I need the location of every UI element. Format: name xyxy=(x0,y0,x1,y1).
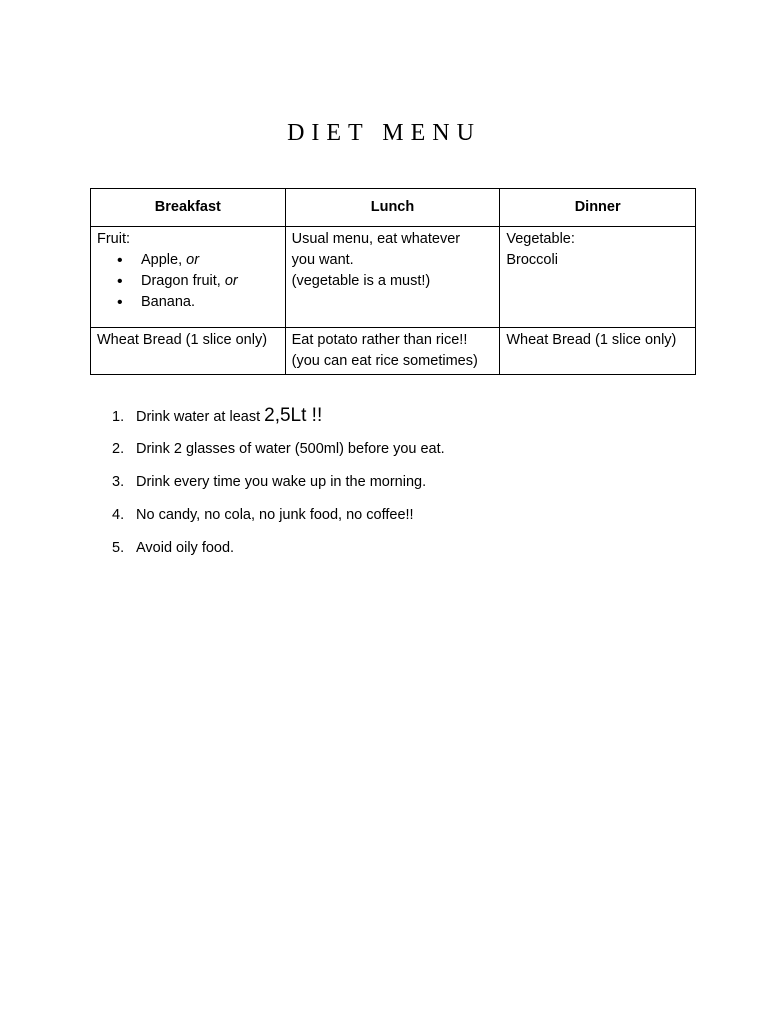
table-header-row xyxy=(91,189,696,227)
list-number: 5. xyxy=(112,540,125,556)
list-item: • Dragon fruit, or xyxy=(141,271,279,292)
breakfast-cell xyxy=(91,227,286,328)
fruit-list xyxy=(97,250,279,313)
header-dinner: Dinner xyxy=(500,189,696,227)
table-row xyxy=(91,227,696,328)
list-item xyxy=(112,503,445,536)
list-item xyxy=(112,536,445,569)
list-number: 1. xyxy=(112,409,125,425)
list-item xyxy=(112,470,445,503)
header-breakfast: Breakfast xyxy=(91,189,286,227)
dinner-cell: Wheat Bread (1 slice only) xyxy=(500,328,696,375)
cell-text: Usual menu, eat whatever xyxy=(291,231,461,247)
list-number: 4. xyxy=(112,507,125,523)
tips-list xyxy=(112,404,445,569)
list-number: 2. xyxy=(112,441,125,457)
list-item: • Apple, or xyxy=(141,250,279,271)
cell-text: Vegetable: xyxy=(506,231,575,247)
list-number: 3. xyxy=(112,474,125,490)
list-item: • Banana. xyxy=(141,292,279,313)
tip-emphasis: 2,5Lt !! xyxy=(264,405,323,426)
tip-text: Drink every time you wake up in the morning. xyxy=(136,474,427,490)
cell-text: Broccoli xyxy=(506,252,558,268)
tip-text: No candy, no cola, no junk food, no coffee!! xyxy=(136,507,414,523)
breakfast-cell: Wheat Bread (1 slice only) xyxy=(91,328,286,375)
table-row xyxy=(91,328,696,375)
tip-text: Drink water at least xyxy=(136,409,265,425)
diet-menu-table xyxy=(90,188,696,375)
cell-text: (you can eat rice sometimes) xyxy=(291,353,478,369)
cell-text: Eat potato rather than rice!! xyxy=(291,332,468,348)
tip-text: Drink 2 glasses of water (500ml) before you eat. xyxy=(136,441,445,457)
page-title: DIET MENU xyxy=(287,120,481,146)
lunch-cell xyxy=(285,227,500,328)
header-lunch: Lunch xyxy=(285,189,500,227)
lunch-cell xyxy=(285,328,500,375)
list-item xyxy=(112,437,445,470)
cell-text: (vegetable is a must!) xyxy=(291,273,431,289)
fruit-label: Fruit: xyxy=(97,231,131,247)
cell-text: you want. xyxy=(291,252,354,268)
list-item xyxy=(112,404,445,437)
tip-text: Avoid oily food. xyxy=(136,540,235,556)
dinner-cell xyxy=(500,227,696,328)
